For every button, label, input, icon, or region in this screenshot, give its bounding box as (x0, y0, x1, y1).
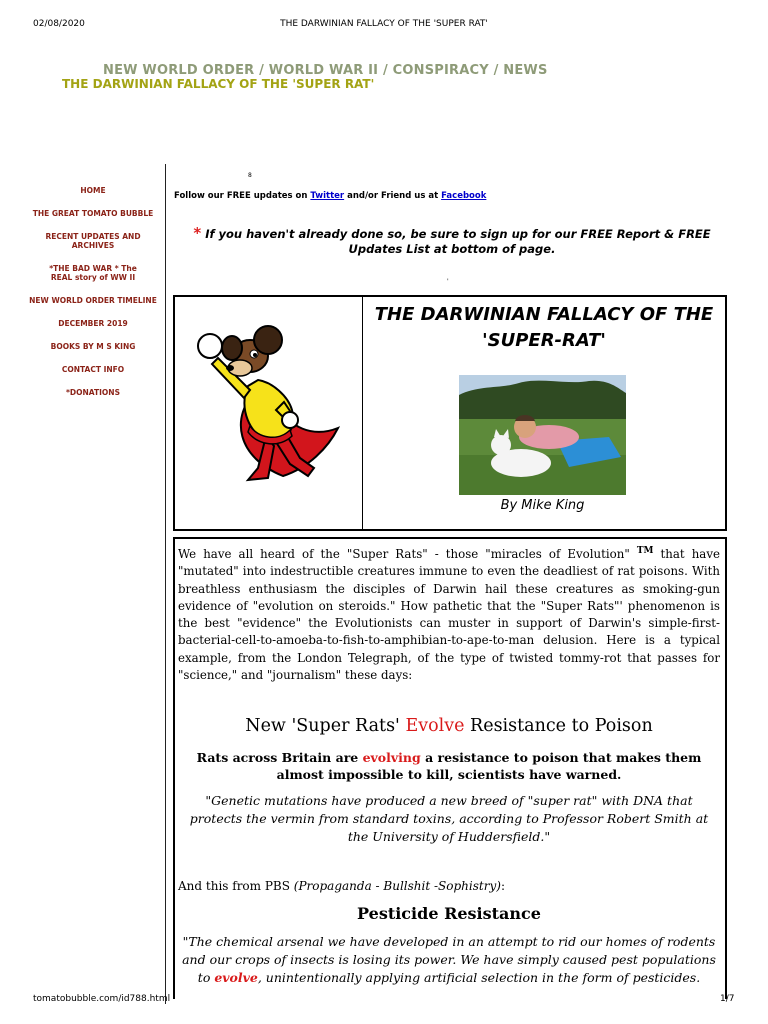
follow-line (174, 191, 486, 201)
sub-emph: evolving (362, 750, 421, 765)
breadcrumb-world-war-ii[interactable]: WORLD WAR II (268, 63, 379, 78)
nav-item-home[interactable]: HOME (80, 186, 106, 195)
breadcrumb-conspiracy[interactable]: CONSPIRACY (392, 63, 489, 78)
headline-post: Resistance to Poison (464, 716, 653, 736)
breadcrumb (103, 63, 548, 78)
breadcrumb-sep: / (378, 63, 393, 78)
article-intro (178, 543, 720, 684)
page-title: THE DARWINIAN FALLACY OF THE 'SUPER RAT' (62, 77, 375, 91)
quoted-subheadline (178, 749, 720, 783)
pbs-quote-pre: "The chemical arsenal we have developed in an attempt to rid our homes of rodents and our crops of insects is losing its power. We have simply caused pest populations to (182, 934, 716, 985)
follow-prefix: Follow our FREE updates on (174, 191, 311, 201)
print-page-number: 1/7 (720, 994, 735, 1004)
trademark-mark: TM (636, 546, 654, 556)
pesticide-heading: Pesticide Resistance (357, 904, 541, 923)
headline-pre: New 'Super Rats' (245, 716, 406, 736)
title-box-divider (362, 297, 363, 529)
breadcrumb-new-world-order[interactable]: NEW WORLD ORDER (103, 63, 255, 78)
nav-item-great-tomato-bubble[interactable]: THE GREAT TOMATO BUBBLE (32, 209, 154, 218)
follow-middle: and/or Friend us at (344, 191, 442, 201)
nav-item-nwo-timeline[interactable]: NEW WORLD ORDER TIMELINE (29, 296, 157, 305)
breadcrumb-news[interactable]: NEWS (503, 63, 548, 78)
print-title: THE DARWINIAN FALLACY OF THE 'SUPER RAT' (280, 19, 488, 29)
pbs-pre: And this from PBS (178, 879, 294, 893)
facebook-link[interactable]: Facebook (441, 191, 487, 201)
stray-mark: ' (447, 278, 449, 285)
nav-item-recent-updates[interactable]: RECENT UPDATES AND ARCHIVES (45, 232, 141, 250)
pbs-quote (178, 933, 720, 987)
nav-item-books[interactable]: BOOKS BY M S KING (50, 342, 136, 351)
twitter-link[interactable]: Twitter (310, 191, 345, 201)
breadcrumb-sep: / (254, 63, 269, 78)
signup-notice (178, 226, 726, 257)
print-url: tomatobubble.com/id788.html (33, 994, 171, 1004)
sub-pre: Rats across Britain are (196, 750, 363, 765)
breadcrumb-sep: / (488, 63, 504, 78)
intro-text: We have all heard of the "Super Rats" - those "miracles of Evolution" (178, 546, 637, 561)
pbs-intro (178, 879, 505, 893)
nav-item-contact[interactable]: CONTACT INFO (61, 365, 125, 374)
print-date: 02/08/2020 (33, 19, 85, 29)
sidebar-nav (20, 186, 166, 397)
nav-item-bad-war[interactable]: *THE BAD WAR * The REAL story of WW II (49, 264, 137, 282)
author-photo-with-cat (459, 375, 626, 495)
sub-post: a resistance to poison that makes them almost impossible to kill, scientists have warned. (276, 750, 702, 782)
pbs-italic: (Propaganda - Bullshit -Sophistry) (293, 879, 501, 893)
intro-text-cont: that have "mutated" into indestructible creatures immune to even the deadliest of rat poisons. With breathless enthusiasm the disciples of Darwin hail these creatures as smoking-gun evidence of "evolution on steroids." How pathetic that the "Super Rats"' phenomenon is the best "evidence" the Evolutionists can muster in support of Darwin's simple-first-bacterial-cell-to-amoeba-to-fish-to-amphibian-to-ape-to-man delusion. Here is a typical example, from the London Telegraph, of the type of twisted tommy-rot that passes for "science," and "journalism" these days: (178, 546, 720, 682)
signup-text: If you haven't already done so, be sure to sign up for our FREE Report & FREE Updates List at bottom of page. (201, 227, 711, 256)
sidebar-divider (165, 164, 166, 1004)
telegraph-quote: "Genetic mutations have produced a new breed of "super rat" with DNA that protects the vermin from standard toxins, according to Professor Robert Smith at the University of Huddersfield." (189, 793, 709, 844)
byline: By Mike King (500, 498, 585, 513)
pbs-quote-emph: evolve (214, 970, 258, 985)
pbs-post: : (500, 879, 505, 893)
stray-mark: 8 (248, 172, 252, 179)
mighty-mouse-cartoon (188, 318, 348, 493)
asterisk-icon: * (193, 224, 202, 242)
pbs-quote-post: , unintentionally applying artificial selection in the form of pesticides. (257, 970, 701, 985)
nav-item-december-2019[interactable]: DECEMBER 2019 (58, 319, 128, 328)
article-title: THE DARWINIAN FALLACY OF THE 'SUPER-RAT' (374, 304, 714, 351)
quoted-headline (178, 716, 720, 736)
nav-item-donations[interactable]: *DONATIONS (66, 388, 120, 397)
headline-emph: Evolve (405, 716, 465, 736)
